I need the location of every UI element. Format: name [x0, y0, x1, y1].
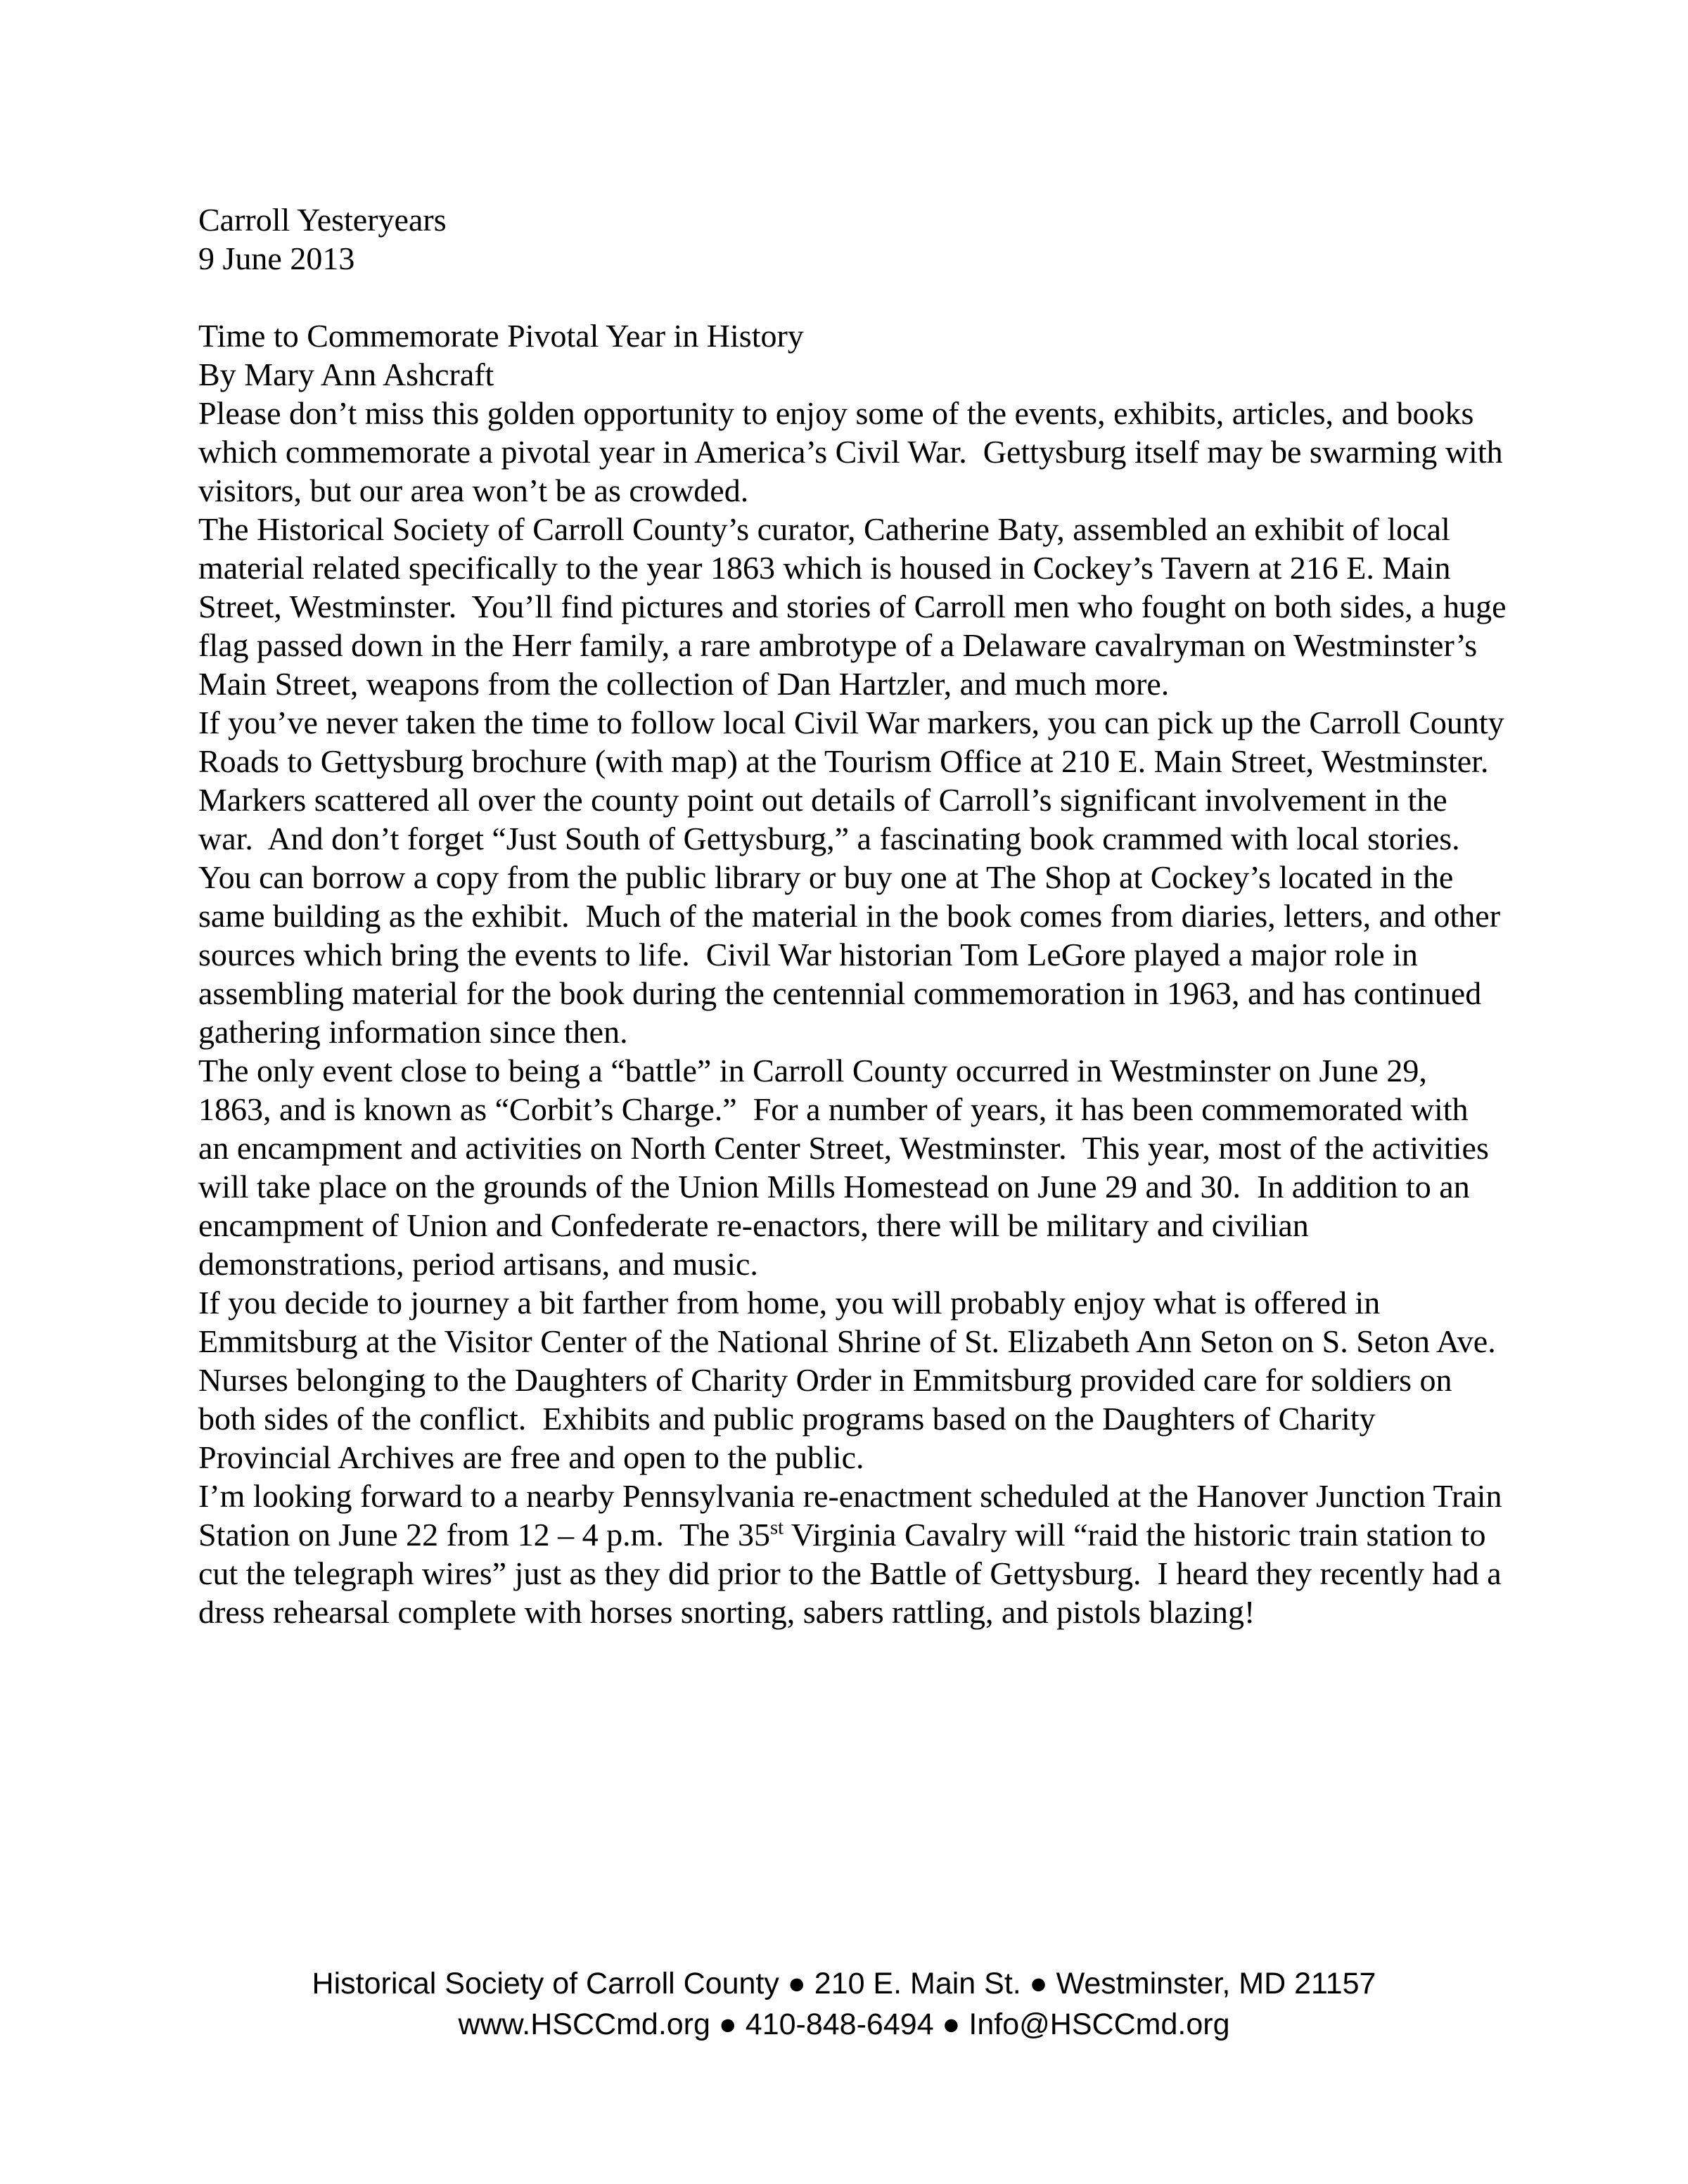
- publication-title: Carroll Yesteryears: [198, 202, 447, 238]
- footer-address-line: Historical Society of Carroll County ● 210 E. Main St. ● Westminster, MD 21157: [312, 1967, 1376, 2000]
- paragraph-text-after-superscript: Virginia Cavalry will “raid the historic train station to cut the telegraph wires” just as they did prior to the Battle of Gettysburg. I heard they recently had a dress rehearsal complete with horses snorting, sabers rattling, and pistols blazing!: [198, 1517, 1510, 1630]
- page-footer: [0, 1963, 1688, 2045]
- footer-contact-line: www.HSCCmd.org ● 410-848-6494 ● Info@HSCCmd.org: [458, 2008, 1230, 2041]
- paragraph-text-before-superscript: I’m looking forward to a nearby Pennsylvania re-enactment scheduled at the Hanover Junction Train Station on June 22 from 12 – 4 p.m. The 35: [198, 1478, 1511, 1553]
- paragraph-exhibit: The Historical Society of Carroll County’s curator, Catherine Baty, assembled an exhibit of local material related specifically to the year 1863 which is housed in Cockey’s Tavern at 216 E. Main Street, Westminster. You’ll find pictures and stories of Carroll men who fought on both sides, a huge flag passed down in the Herr family, a rare ambrotype of a Delaware cavalryman on Westminster’s Main Street, weapons from the collection of Dan Hartzler, and much more.: [198, 511, 1514, 702]
- letter-body: [198, 200, 1521, 1631]
- article-byline: By Mary Ann Ashcraft: [198, 356, 494, 392]
- ordinal-superscript: st: [770, 1517, 784, 1539]
- title-block: [198, 316, 1507, 394]
- publication-date: 9 June 2013: [198, 240, 355, 276]
- paragraph-intro: Please don’t miss this golden opportunity to enjoy some of the events, exhibits, articles, and books which commemorate a pivotal year in America’s Civil War. Gettysburg itself may be swarming with visitors, but our area won’t be as crowded.: [198, 395, 1511, 508]
- paragraph-emmitsburg: If you decide to journey a bit farther from home, you will probably enjoy what is offered in Emmitsburg at the Visitor Center of the National Shrine of St. Elizabeth Ann Seton on S. Seton Ave. Nurses belonging to the Daughters of Charity Order in Emmitsburg provided care for soldiers on both sides of the conflict. Exhibits and public programs based on the Daughters of Charity Provincial Archives are free and open to the public.: [198, 1285, 1521, 1475]
- paragraph-hanover-junction: [198, 1477, 1511, 1631]
- article-title: Time to Commemorate Pivotal Year in History: [198, 318, 804, 354]
- paragraph-corbits-charge: The only event close to being a “battle” in Carroll County occurred in Westminster on June 29, 1863, and is known as “Corbit’s Charge.” For a number of years, it has been commemorated with an encampment and activities on North Center Street, Westminster. This year, most of the activities will take place on the grounds of the Union Mills Homestead on June 29 and 30. In addition to an encampment of Union and Confederate re-enactors, there will be military and civilian demonstrations, period artisans, and music.: [198, 1053, 1497, 1282]
- paragraph-markers: If you’ve never taken the time to follow local Civil War markers, you can pick up the Carroll County Roads to Gettysburg brochure (with map) at the Tourism Office at 210 E. Main Street, Westminster. Markers scattered all over the county point out details of Carroll’s significant involvement in the war. And don’t forget “Just South of Gettysburg,” a fascinating book crammed with local stories. You can borrow a copy from the public library or buy one at The Shop at Cockey’s located in the same building as the exhibit. Much of the material in the book comes from diaries, letters, and other sources which bring the events to life. Civil War historian Tom LeGore played a major role in assembling material for the book during the centennial commemoration in 1963, and has continued gathering information since then.: [198, 705, 1513, 1050]
